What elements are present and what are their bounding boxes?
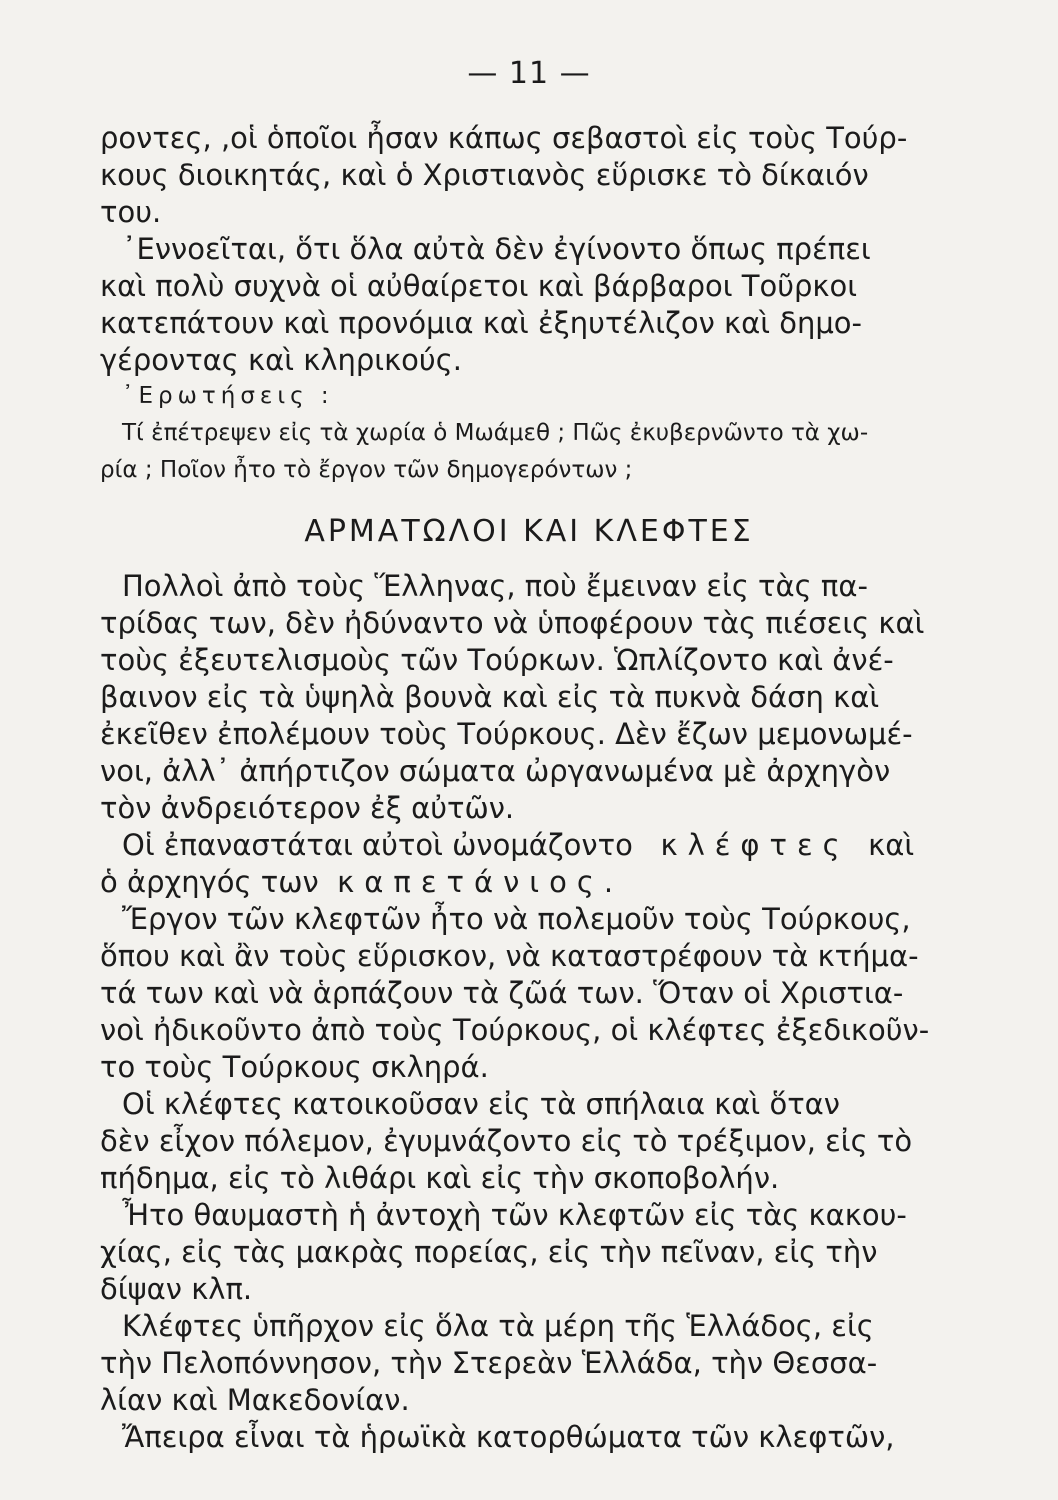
text-line: Ἄπειρα εἶναι τὰ ἡρωϊκὰ κατορθώματα τῶν κλεφτῶν, (122, 1420, 895, 1454)
text-fragment: καὶ (868, 828, 915, 862)
text-line: δὲν εἶχον πόλεμον, ἐγυμνάζοντο εἰς τὸ τρέξιμον, εἰς τὸ (100, 1124, 913, 1158)
text-line: καὶ πολὺ συχνὰ οἱ αὐθαίρετοι καὶ βάρβαροι Τοῦρκοι (100, 269, 858, 303)
term-klephtes: κλέφτες (660, 828, 850, 862)
text-line: κους διοικητάς, καὶ ὁ Χριστιανὸς εὕρισκε τὸ δίκαιόν (100, 158, 869, 192)
question-line: Τί ἐπέτρεψεν εἰς τὰ χωρία ὁ Μωάμεθ ; Πῶς ἐκυβερνῶντο τὰ χω- (122, 420, 869, 446)
text-line: ροντες, ,οἱ ὁποῖοι ἦσαν κάπως σεβαστοὶ εἰς τοὺς Τούρ- (100, 121, 908, 155)
questions-section (100, 378, 940, 489)
text-line: τρίδας των, δὲν ἠδύναντο νὰ ὑποφέρουν τὰς πιέσεις καὶ (100, 606, 925, 640)
text-line: δίψαν κλπ. (100, 1272, 253, 1306)
text-line: Κλέφτες ὑπῆρχον εἰς ὅλα τὰ μέρη τῆς Ἑλλάδος, εἰς (122, 1309, 874, 1343)
text-line: τὸν ἀνδρειότερον ἐξ αὐτῶν. (100, 791, 515, 825)
text-line: βαινον εἰς τὰ ὑψηλὰ βουνὰ καὶ εἰς τὰ πυκνὰ δάση καὶ (100, 680, 880, 714)
text-line (100, 827, 940, 864)
text-line: χίας, εἰς τὰς μακρὰς πορείας, εἰς τὴν πεῖναν, εἰς τὴν (100, 1235, 878, 1269)
text-line: τοὺς ἐξευτελισμοὺς τῶν Τούρκων. Ὡπλίζοντο καὶ ἀνέ- (100, 643, 894, 677)
text-line: Ἔργον τῶν κλεφτῶν ἦτο νὰ πολεμοῦν τοὺς Τούρκους, (122, 902, 911, 936)
text-line: νοι, ἀλλ᾿ ἀπήρτιζον σώματα ὠργανωμένα μὲ ἀρχηγὸν (100, 754, 891, 788)
text-line: ᾿Εννοεῖται, ὅτι ὅλα αὐτὰ δὲν ἐγίνοντο ὅπως πρέπει (122, 232, 871, 266)
section-heading: ΑΡΜΑΤΩΛΟΙ ΚΑΙ ΚΛΕΦΤΕΣ (304, 514, 754, 549)
text-line: γέροντας καὶ κληρικούς. (100, 343, 462, 377)
questions-label: ᾿Ερωτήσεις : (122, 383, 334, 409)
intro-paragraph (100, 120, 940, 379)
text-fragment: Οἱ ἐπαναστάται αὐτοὶ ὠνομάζοντο (122, 828, 633, 862)
term-kapetanios: καπετάνιος. (337, 865, 624, 899)
text-line: ὅπου καὶ ἂν τοὺς εὕρισκον, νὰ καταστρέφουν τὰ κτήμα- (100, 939, 919, 973)
text-line: Ἦτο θαυμαστὴ ἡ ἀντοχὴ τῶν κλεφτῶν εἰς τὰς κακου- (122, 1198, 907, 1232)
text-line: Οἱ κλέφτες κατοικοῦσαν εἰς τὰ σπήλαια καὶ ὅταν (122, 1087, 840, 1121)
section-body (100, 568, 940, 1456)
text-line: νοὶ ἠδικοῦντο ἀπὸ τοὺς Τούρκους, οἱ κλέφτες ἐξεδικοῦν- (100, 1013, 930, 1047)
text-fragment: ὁ ἀρχηγός των (100, 865, 319, 899)
text-line: λίαν καὶ Μακεδονίαν. (100, 1383, 410, 1417)
page-number: — 11 — (467, 56, 591, 91)
text-line: το τοὺς Τούρκους σκληρά. (100, 1050, 489, 1084)
question-line: ρία ; Ποῖον ἦτο τὸ ἔργον τῶν δημογερόντων ; (100, 457, 633, 483)
text-line (100, 864, 940, 901)
text-line: του. (100, 195, 162, 229)
text-line: τὴν Πελοπόννησον, τὴν Στερεὰν Ἑλλάδα, τὴν Θεσσα- (100, 1346, 878, 1380)
text-line: ἐκεῖθεν ἐπολέμουν τοὺς Τούρκους. Δὲν ἔζων μεμονωμέ- (100, 717, 913, 751)
text-line: τά των καὶ νὰ ἁρπάζουν τὰ ζῶά των. Ὅταν οἱ Χριστια- (100, 976, 904, 1010)
text-line: Πολλοὶ ἀπὸ τοὺς Ἕλληνας, ποὺ ἔμειναν εἰς τὰς πα- (122, 569, 868, 603)
text-line: πήδημα, εἰς τὸ λιθάρι καὶ εἰς τὴν σκοποβολήν. (100, 1161, 780, 1195)
text-line: κατεπάτουν καὶ προνόμια καὶ ἐξηυτέλιζον καὶ δημο- (100, 306, 863, 340)
